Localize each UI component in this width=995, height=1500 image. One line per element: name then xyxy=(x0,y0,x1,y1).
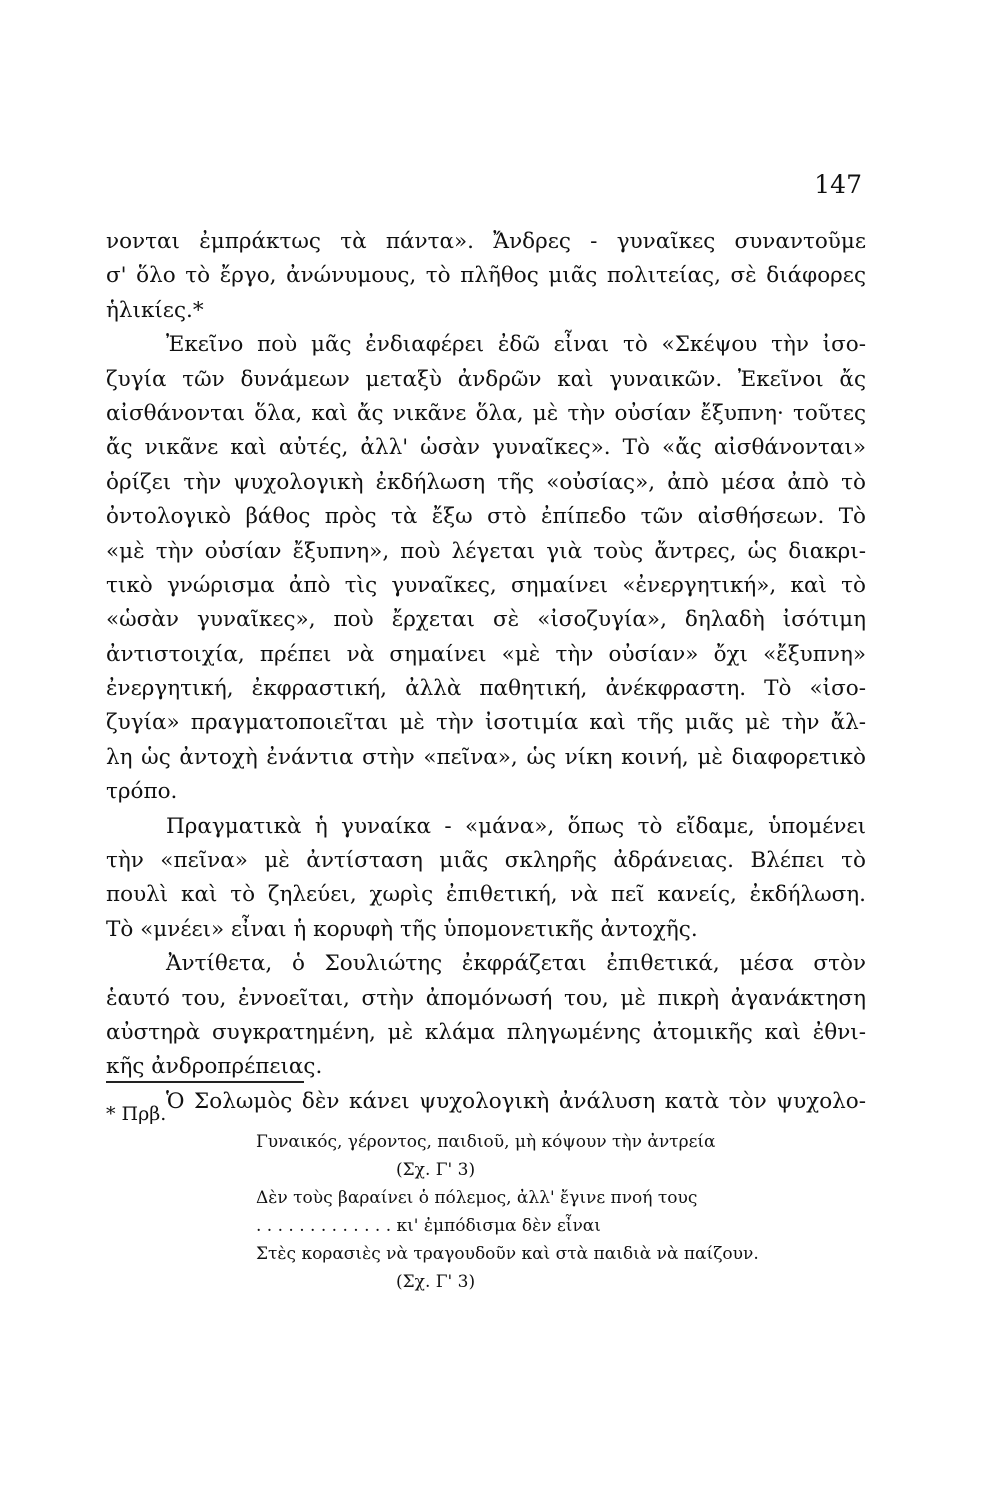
text-line: τρόπο. xyxy=(106,779,178,805)
text-line: σ' ὅλο τὸ ἔργο, ἀνώνυμους, τὸ πλῆθος μιᾶς πολιτείας, σὲ διάφορες xyxy=(106,263,866,289)
footnote-citation: (Σχ. Γ' 3) xyxy=(396,1272,476,1292)
text-line: τὴν «πεῖνα» μὲ ἀντίσταση μιᾶς σκληρῆς ἀδράνειας. Βλέπει τὸ xyxy=(106,848,866,874)
page-number: 147 xyxy=(814,170,862,199)
text-line: Ἐκεῖνο ποὺ μᾶς ἐνδιαφέρει ἐδῶ εἶναι τὸ «Σκέψου τὴν ἰσο- xyxy=(166,332,866,358)
text-line: αὐστηρὰ συγκρατημένη, μὲ κλάμα πληγωμένης ἀτομικῆς καὶ ἐθνι- xyxy=(106,1019,866,1045)
text-line: τικὸ γνώρισμα ἀπὸ τὶς γυναῖκες, σημαίνει «ἐνεργητική», καὶ τὸ xyxy=(106,572,866,598)
text-line: ἑαυτό του, ἐννοεῖται, στὴν ἀπομόνωσή του, μὲ πικρὴ ἀγανάκτηση xyxy=(106,985,866,1011)
text-line: ζυγία τῶν δυνάμεων μεταξὺ ἀνδρῶν καὶ γυναικῶν. Ἐκεῖνοι ἄς xyxy=(106,366,866,392)
text-line: ἐνεργητική, ἐκφραστική, ἀλλὰ παθητική, ἀνέκφραστη. Τὸ «ἰσο- xyxy=(106,676,866,702)
footnote-divider xyxy=(106,1081,304,1083)
text-line: ζυγία» πραγματοποιεῖται μὲ τὴν ἰσοτιμία καὶ τῆς μιᾶς μὲ τὴν ἄλ- xyxy=(106,710,866,736)
text-line: κῆς ἀνδροπρέπειας. xyxy=(106,1054,323,1080)
body-text xyxy=(106,225,866,1119)
text-line: Ὁ Σολωμὸς δὲν κάνει ψυχολογικὴ ἀνάλυση κατὰ τὸν ψυχολο- xyxy=(166,1088,866,1114)
footnote-verse-line: Δὲν τοὺς βαραίνει ὁ πόλεμος, ἀλλ' ἔγινε πνοή τους xyxy=(256,1188,698,1208)
text-line: λη ὡς ἀντοχὴ ἐνάντια στὴν «πεῖνα», ὡς νίκη κοινή, μὲ διαφορετικὸ xyxy=(106,744,866,770)
footnote-verse-line: Στὲς κορασιὲς νὰ τραγουδοῦν καὶ στὰ παιδιὰ νὰ παίζουν. xyxy=(256,1244,759,1264)
text-line: πουλὶ καὶ τὸ ζηλεύει, χωρὶς ἐπιθετική, νὰ πεῖ κανείς, ἐκδήλωση. xyxy=(106,882,866,908)
text-line: Πραγματικὰ ἡ γυναίκα - «μάνα», ὅπως τὸ εἴδαμε, ὑπομένει xyxy=(166,813,866,839)
text-line: ὀντολογικὸ βάθος πρὸς τὰ ἔξω στὸ ἐπίπεδο τῶν αἰσθήσεων. Τὸ xyxy=(106,504,866,530)
text-line: «ὡσὰν γυναῖκες», ποὺ ἔρχεται σὲ «ἰσοζυγία», δηλαδὴ ἰσότιμη xyxy=(106,607,866,633)
text-line: Τὸ «μνέει» εἶναι ἡ κορυφὴ τῆς ὑπομονετικῆς ἀντοχῆς. xyxy=(106,916,698,942)
footnote-citation: (Σχ. Γ' 3) xyxy=(396,1160,476,1180)
footnote-verse-line: . . . . . . . . . . . . . κι' ἐμπόδισμα δὲν εἶναι xyxy=(256,1216,601,1236)
text-line: αἰσθάνονται ὅλα, καὶ ἄς νικᾶνε ὅλα, μὲ τὴν οὐσίαν ἔξυπνη· τοῦτες xyxy=(106,400,866,426)
footnote-verse-line: Γυναικός, γέροντος, παιδιοῦ, μὴ κόψουν τὴν ἀντρεία xyxy=(256,1132,716,1152)
text-line: ἄς νικᾶνε καὶ αὐτές, ἀλλ' ὡσὰν γυναῖκες». Τὸ «ἄς αἰσθάνονται» xyxy=(106,435,866,461)
text-line: ἡλικίες.* xyxy=(106,297,204,323)
text-line: «μὲ τὴν οὐσίαν ἔξυπνη», ποὺ λέγεται γιὰ τοὺς ἄντρες, ὡς διακρι- xyxy=(106,538,866,564)
text-line: Ἀντίθετα, ὁ Σουλιώτης ἐκφράζεται ἐπιθετικά, μέσα στὸν xyxy=(166,951,866,977)
text-line: ὁρίζει τὴν ψυχολογικὴ ἐκδήλωση τῆς «οὐσίας», ἀπὸ μέσα ἀπὸ τὸ xyxy=(106,469,866,495)
footnote-marker: * Πρβ. xyxy=(106,1103,167,1125)
text-line: ἀντιστοιχία, πρέπει νὰ σημαίνει «μὲ τὴν οὐσίαν» ὄχι «ἔξυπνη» xyxy=(106,641,866,667)
text-line: νονται ἐμπράκτως τὰ πάντα». Ἄνδρες - γυναῖκες συναντοῦμε xyxy=(106,229,866,254)
